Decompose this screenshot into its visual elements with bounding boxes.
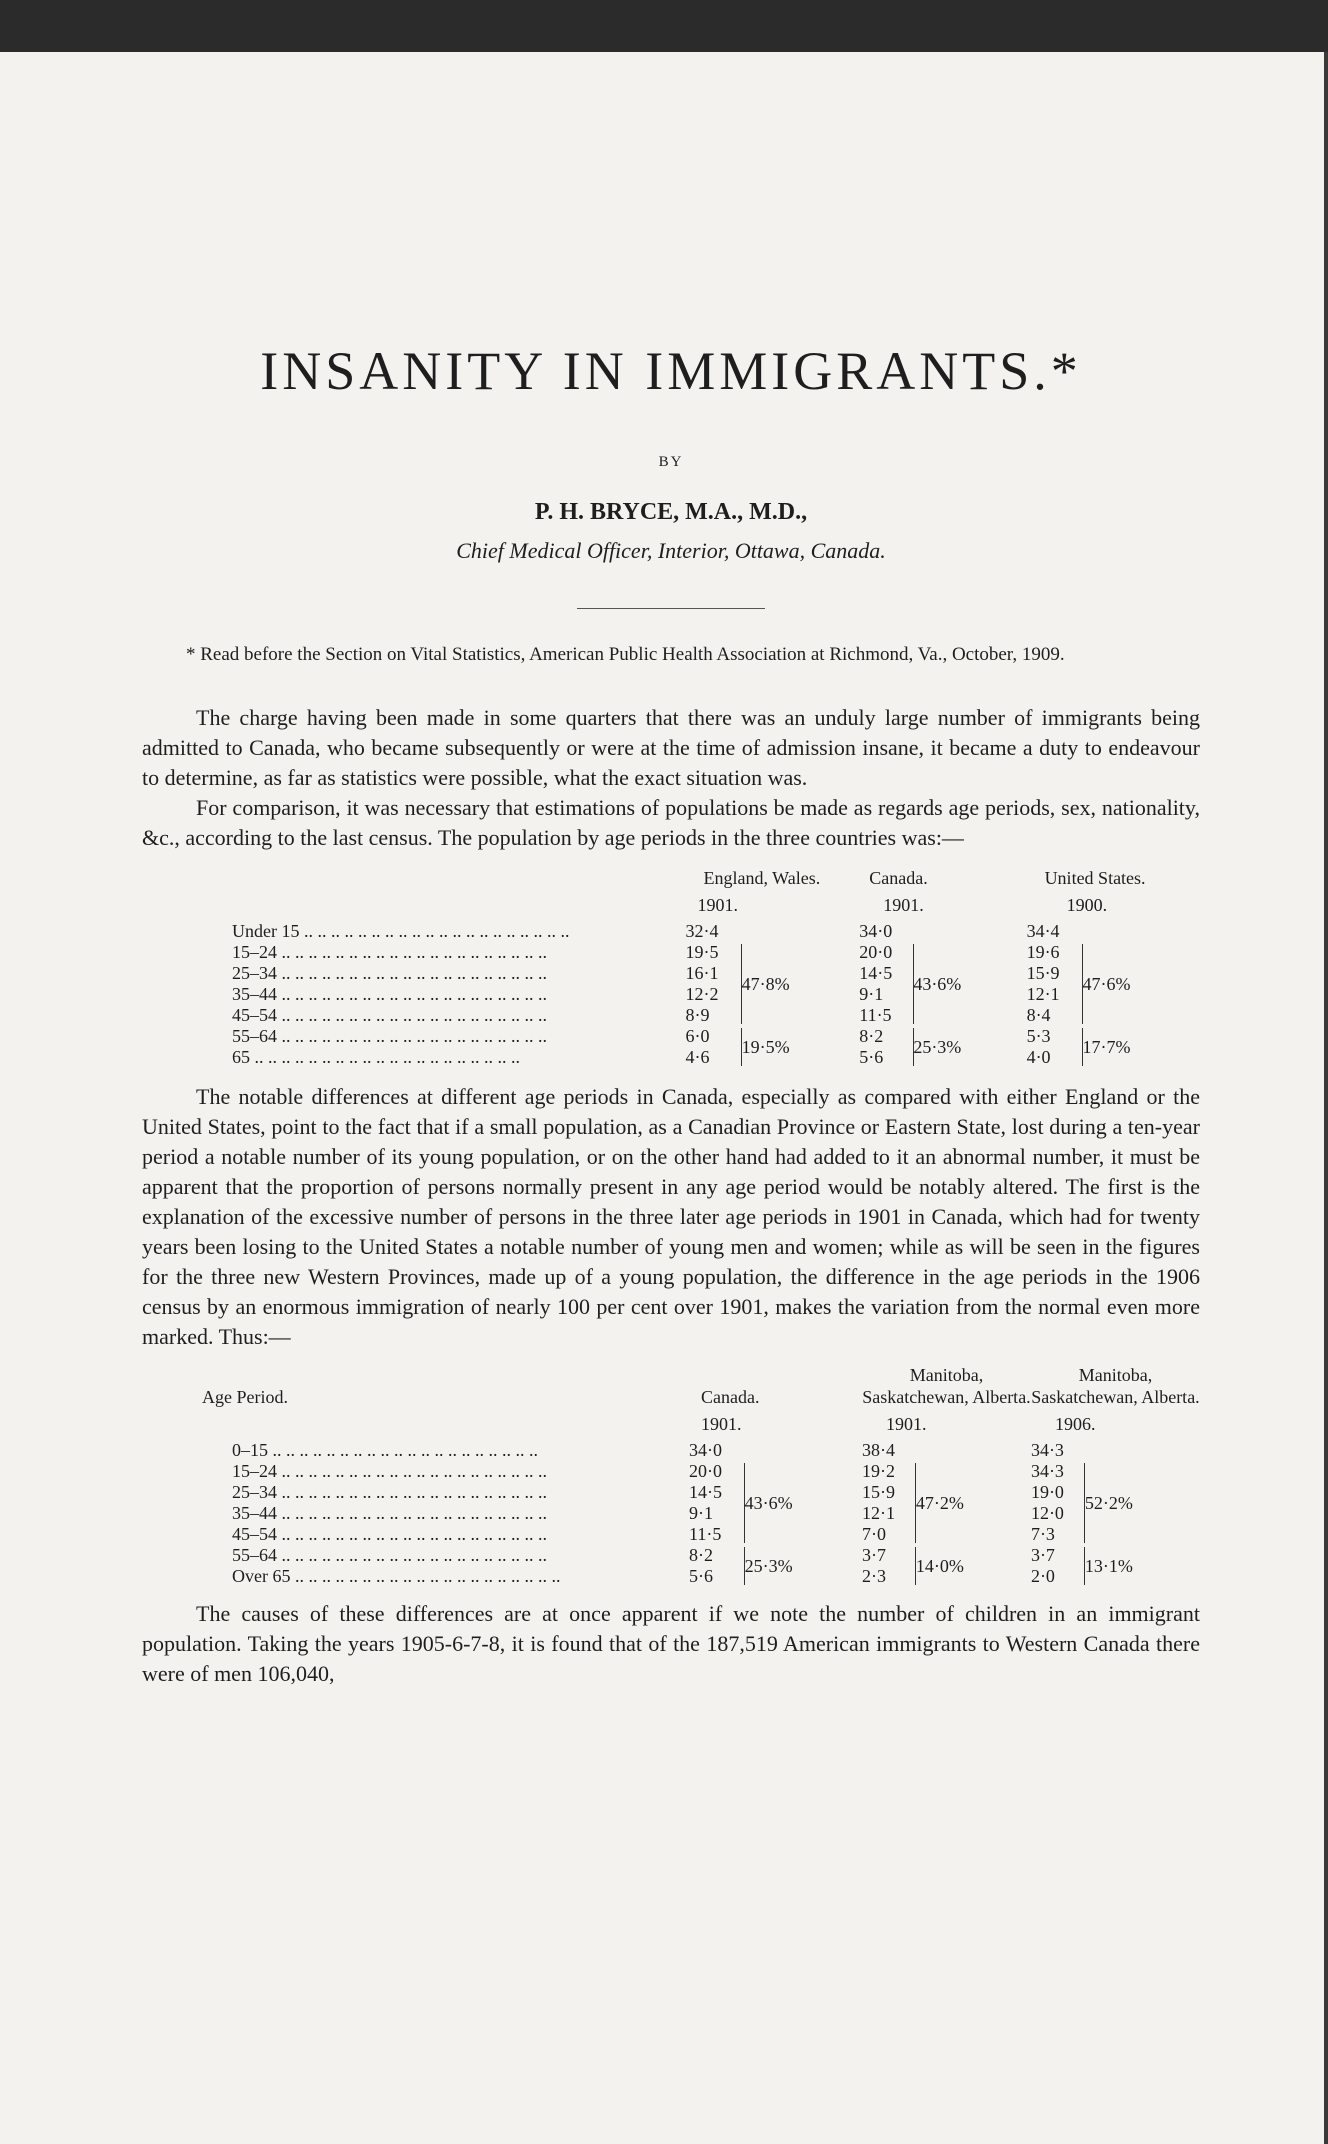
cell: 3·7 <box>861 1545 886 1565</box>
cell: 19·5 <box>685 942 719 962</box>
row-label: Over 65 .. .. <box>142 1566 689 1587</box>
table-row <box>142 963 1200 984</box>
table-row <box>142 984 1200 1005</box>
cell: 15·9 <box>1026 963 1060 983</box>
table-row <box>142 1524 1200 1545</box>
cell: 34·3 <box>1030 1461 1064 1481</box>
table-header-row <box>142 867 1200 889</box>
age-period-header: Age Period. <box>202 1387 288 1407</box>
paragraph-2: For comparison, it was necessary that estimations of populations be made as regards age periods, sex, nationality, &c., according to the last census. The population by age periods in the three countries was:— <box>142 795 1200 850</box>
cell: 5·6 <box>689 1566 714 1586</box>
cell: 20·0 <box>859 942 893 962</box>
group-percent: 17·7% <box>1082 1036 1131 1057</box>
row-label: 65 .. .. <box>142 1047 686 1068</box>
cell: 6·0 <box>685 1026 710 1046</box>
cell: 14·5 <box>689 1482 723 1502</box>
group-percent: 43·6% <box>744 1492 793 1513</box>
scan-top-border <box>0 0 1328 52</box>
column-year: 1901. <box>885 1413 927 1434</box>
row-label: Under 15 .. .. <box>142 921 686 942</box>
table-row <box>142 921 1200 942</box>
cell: 9·1 <box>689 1503 714 1523</box>
row-label: 15–24 .. .. <box>142 942 686 963</box>
cell: 14·5 <box>859 963 893 983</box>
cell: 8·2 <box>689 1545 714 1565</box>
cell: 2·3 <box>861 1566 886 1586</box>
column-header: United States. <box>1044 868 1146 888</box>
row-label: 25–34 .. .. <box>142 1482 689 1503</box>
group-percent: 25·3% <box>913 1036 962 1057</box>
table-row <box>142 1047 1200 1068</box>
cell: 34·4 <box>1026 921 1060 941</box>
cell: 11·5 <box>859 1005 892 1025</box>
cell: 15·9 <box>861 1482 895 1502</box>
row-label: 35–44 .. .. <box>142 1503 689 1524</box>
column-header: Canada. <box>701 1387 760 1407</box>
cell: 12·1 <box>1026 984 1060 1004</box>
cell: 4·0 <box>1026 1047 1051 1067</box>
row-label: 25–34 .. .. <box>142 963 686 984</box>
cell: 8·4 <box>1026 1005 1051 1025</box>
column-year: 1901. <box>701 1413 742 1434</box>
cell: 34·0 <box>859 921 893 941</box>
table-row <box>142 1461 1200 1482</box>
cell: 8·9 <box>685 1005 710 1025</box>
cell: 20·0 <box>689 1461 723 1481</box>
cell: 19·2 <box>861 1461 895 1481</box>
column-year: 1906. <box>1054 1413 1096 1434</box>
group-percent: 19·5% <box>741 1036 790 1057</box>
table-row <box>142 1026 1200 1047</box>
row-label: 35–44 .. .. <box>142 984 686 1005</box>
cell: 7·0 <box>861 1524 886 1544</box>
column-header: Manitoba, Saskatchewan, Alberta. <box>1031 1365 1200 1407</box>
column-year: 1901. <box>697 894 739 915</box>
cell: 38·4 <box>861 1440 895 1460</box>
row-label: 15–24 .. .. <box>142 1461 689 1482</box>
row-label: 55–64 .. .. <box>142 1026 686 1047</box>
cell: 5·3 <box>1026 1026 1051 1046</box>
table-row <box>142 1482 1200 1503</box>
author-name: P. H. BRYCE, M.A., M.D., <box>534 499 808 525</box>
population-table-2 <box>142 1364 1200 1587</box>
table-row <box>142 1545 1200 1566</box>
group-percent: 14·0% <box>915 1555 964 1576</box>
group-percent: 43·6% <box>913 973 962 994</box>
article-title: INSANITY IN IMMIGRANTS.* <box>260 341 1082 401</box>
cell: 11·5 <box>689 1524 722 1544</box>
cell: 3·7 <box>1030 1545 1055 1565</box>
paragraph-4: The causes of these differences are at once apparent if we note the number of children in an immigrant population. Taking the years 1905-6-7-8, it is found that of the 187,519 American immigrants to Western Canada there were of men 106,040, <box>142 1601 1200 1686</box>
column-header: Canada. <box>869 868 928 888</box>
cell: 12·1 <box>861 1503 895 1523</box>
cell: 19·6 <box>1026 942 1060 962</box>
table-row <box>142 942 1200 963</box>
column-header: England, Wales. <box>703 868 821 888</box>
paragraph-1: The charge having been made in some quarters that there was an unduly large number of immigrants being admitted to Canada, who became subsequently or were at the time of admission insane, it became a duty to endeavour to determine, as far as statistics were possible, what the exact situation was. <box>142 705 1200 790</box>
paragraph-3: The notable differences at different age periods in Canada, especially as compared with either England or the United States, point to the fact that if a small population, as a Canadian Province or Eastern State, lost during a ten-year period a notable number of its young population, or on the other hand had added to it an abnormal number, it must be apparent that the proportion of persons normally present in any age period would be notably altered. The first is the explanation of the excessive number of persons in the three later age periods in 1901 in Canada, which had for twenty years been losing to the United States a notable number of young men and women; while as will be seen in the figures for the three new Western Provinces, made up of a young population, the difference in the age periods in the 1906 census by an enormous immigration of nearly 100 per cent over 1901, makes the variation from the normal even more marked. Thus:— <box>142 1084 1200 1349</box>
table-row <box>142 1440 1200 1461</box>
cell: 34·0 <box>689 1440 723 1460</box>
document-page <box>142 340 1200 1689</box>
table-header-row <box>142 1364 1200 1408</box>
cell: 7·3 <box>1030 1524 1055 1544</box>
cell: 5·6 <box>859 1047 884 1067</box>
table-row <box>142 1566 1200 1587</box>
cell: 12·0 <box>1030 1503 1064 1523</box>
table-row <box>142 1503 1200 1524</box>
title-divider <box>577 608 765 609</box>
cell: 9·1 <box>859 984 884 1004</box>
footnote: * Read before the Section on Vital Statistics, American Public Health Association at Richmond, Va., October, 1909. <box>186 644 1065 665</box>
row-label: 55–64 .. .. <box>142 1545 689 1566</box>
cell: 4·6 <box>685 1047 710 1067</box>
by-line: BY <box>658 454 684 470</box>
column-year: 1901. <box>883 894 924 915</box>
population-table-1 <box>142 867 1200 1068</box>
cell: 12·2 <box>685 984 719 1004</box>
scan-right-edge <box>1324 52 1328 2144</box>
group-percent: 25·3% <box>744 1555 793 1576</box>
row-label: 0–15 .. .. <box>142 1440 689 1461</box>
group-percent: 47·2% <box>915 1492 964 1513</box>
row-label: 45–54 .. .. <box>142 1005 686 1026</box>
cell: 8·2 <box>859 1026 884 1046</box>
cell: 32·4 <box>685 921 719 941</box>
cell: 2·0 <box>1030 1566 1055 1586</box>
column-header: Manitoba, Saskatchewan, Alberta. <box>862 1365 1031 1407</box>
cell: 16·1 <box>685 963 719 983</box>
table-row <box>142 1005 1200 1026</box>
row-label: 45–54 .. .. <box>142 1524 689 1545</box>
cell: 19·0 <box>1030 1482 1064 1502</box>
column-year: 1900. <box>1066 894 1108 915</box>
group-percent: 13·1% <box>1084 1555 1133 1576</box>
group-percent: 47·6% <box>1082 973 1131 994</box>
cell: 34·3 <box>1030 1440 1064 1460</box>
author-affiliation: Chief Medical Officer, Interior, Ottawa, Canada. <box>456 538 886 563</box>
group-percent: 52·2% <box>1084 1492 1133 1513</box>
group-percent: 47·8% <box>741 973 790 994</box>
